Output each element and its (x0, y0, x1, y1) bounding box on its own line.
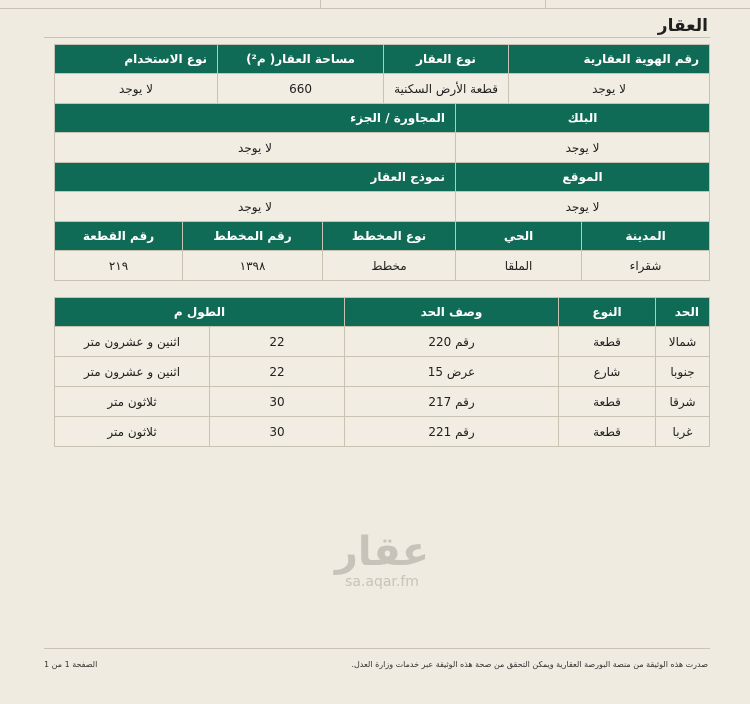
boundary-type: شارع (559, 357, 656, 387)
boundary-row (55, 327, 710, 357)
boundary-type: قطعة (559, 387, 656, 417)
section-title: العقار (657, 16, 708, 36)
property-header-row-4 (55, 222, 710, 251)
header-property-area: مساحة العقار( م²) (218, 45, 384, 74)
value-property-area: 660 (218, 74, 384, 104)
value-neighborhood-part: لا يوجد (55, 133, 456, 163)
header-property-model: نموذج العقار (55, 163, 456, 192)
header-district: الحي (456, 222, 582, 251)
top-strip (0, 0, 750, 9)
boundary-side: شمالا (656, 327, 710, 357)
value-usage-type: لا يوجد (55, 74, 218, 104)
property-header-row-1 (55, 45, 710, 74)
boundary-length-text: اثنين و عشرون متر (55, 327, 210, 357)
header-type: النوع (559, 298, 656, 327)
value-city: شقراء (582, 251, 710, 281)
value-property-id: لا يوجد (509, 74, 710, 104)
watermark-url: sa.aqar.fm (345, 574, 419, 590)
header-plot-number: رقم القطعة (55, 222, 183, 251)
page-number: الصفحة 1 من 1 (44, 660, 98, 669)
boundary-side: غربا (656, 417, 710, 447)
value-property-model: لا يوجد (55, 192, 456, 222)
property-header-row-3 (55, 163, 710, 192)
value-block: لا يوجد (456, 133, 710, 163)
boundary-length: 30 (210, 417, 345, 447)
footer-note: صدرت هذه الوثيقة من منصة البورصة العقارية ويمكن التحقق من صحة هذه الوثيقة عبر خدمات وزارة العدل. (351, 660, 708, 669)
header-neighborhood-part: المجاورة / الجزء (55, 104, 456, 133)
header-plan-type: نوع المخطط (323, 222, 456, 251)
header-length: الطول م (55, 298, 345, 327)
boundary-row (55, 417, 710, 447)
watermark-arabic: عقار (334, 529, 430, 575)
header-location: الموقع (456, 163, 710, 192)
property-value-row-2 (55, 133, 710, 163)
boundary-type: قطعة (559, 327, 656, 357)
header-usage-type: نوع الاستخدام (55, 45, 218, 74)
boundary-length: 30 (210, 387, 345, 417)
value-property-type: قطعة الأرض السكنية (384, 74, 509, 104)
boundary-length: 22 (210, 327, 345, 357)
boundary-desc: رقم 220 (345, 327, 559, 357)
boundary-type: قطعة (559, 417, 656, 447)
value-plan-number: ١٣٩٨ (183, 251, 323, 281)
value-plan-type: مخطط (323, 251, 456, 281)
property-value-row-1 (55, 74, 710, 104)
value-plot-number: ٢١٩ (55, 251, 183, 281)
boundary-desc: عرض 15 (345, 357, 559, 387)
boundary-length-text: اثنين و عشرون متر (55, 357, 210, 387)
boundary-desc: رقم 221 (345, 417, 559, 447)
boundaries-table (54, 297, 710, 447)
property-value-row-3 (55, 192, 710, 222)
header-city: المدينة (582, 222, 710, 251)
boundary-side: شرقا (656, 387, 710, 417)
boundary-row (55, 357, 710, 387)
header-plan-number: رقم المخطط (183, 222, 323, 251)
boundaries-header-row (55, 298, 710, 327)
footer-divider (44, 648, 710, 649)
boundary-side: جنوبا (656, 357, 710, 387)
property-header-row-2 (55, 104, 710, 133)
property-value-row-4 (55, 251, 710, 281)
property-table (54, 44, 710, 281)
boundary-length-text: ثلاثون متر (55, 417, 210, 447)
header-block: البلك (456, 104, 710, 133)
value-location: لا يوجد (456, 192, 710, 222)
header-property-id: رقم الهوية العقارية (509, 45, 710, 74)
divider (44, 37, 710, 38)
value-district: الملقا (456, 251, 582, 281)
aqar-watermark-logo (322, 530, 442, 590)
header-property-type: نوع العقار (384, 45, 509, 74)
header-description: وصف الحد (345, 298, 559, 327)
boundary-desc: رقم 217 (345, 387, 559, 417)
header-side: الحد (656, 298, 710, 327)
boundary-length: 22 (210, 357, 345, 387)
boundary-length-text: ثلاثون متر (55, 387, 210, 417)
boundary-row (55, 387, 710, 417)
